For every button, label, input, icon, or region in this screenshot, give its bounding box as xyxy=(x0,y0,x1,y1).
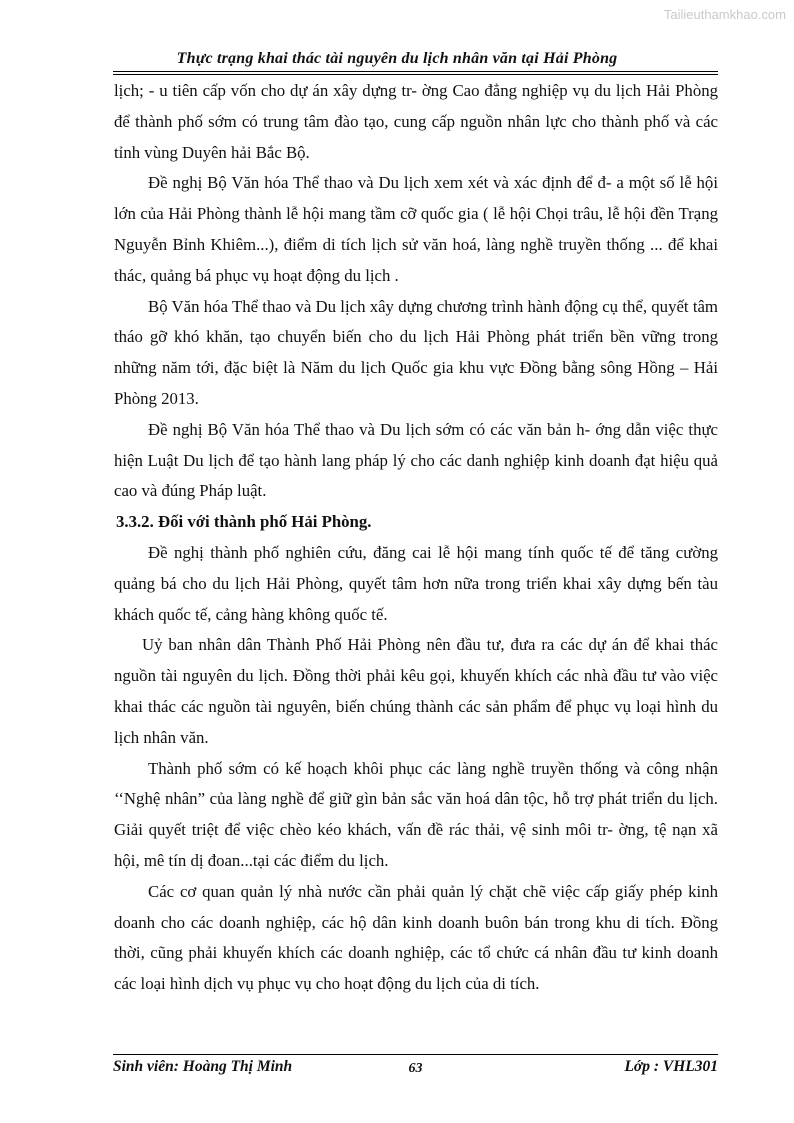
footer-class: Lớp : VHL301 xyxy=(624,1058,718,1075)
paragraph-6: Uỷ ban nhân dân Thành Phố Hải Phòng nên đầu tư, đưa ra các dự án để khai thác nguồn tài nguyên du lịch. Đồng thời phải kêu gọi, khuyến khích các nhà đầu tư vào việc khai thác các nguồn tài nguyên, biến chúng thành các sản phẩm để phục vụ loại hình du lịch nhân văn. xyxy=(114,635,718,747)
page-header-title: Thực trạng khai thác tài nguyên du lịch nhân văn tại Hải Phòng xyxy=(176,50,618,67)
paragraph-5: Đề nghị thành phố nghiên cứu, đăng cai lễ hội mang tính quốc tế để tăng cường quảng bá cho du lịch Hải Phòng, quyết tâm hơn nữa trong triển khai xây dựng bến tàu khách quốc tế, cảng hàng không quốc tế. xyxy=(114,542,718,624)
footer-rule xyxy=(113,1054,718,1055)
header-rule-thin xyxy=(113,74,718,75)
page-footer xyxy=(113,1058,718,1080)
section-heading-3-3-2: 3.3.2. Đối với thành phố Hải Phòng. xyxy=(116,512,372,532)
document-body xyxy=(114,76,718,1000)
footer-page-number: 63 xyxy=(408,1061,423,1076)
paragraph-7: Thành phố sớm có kế hoạch khôi phục các làng nghề truyền thống và công nhận ‘‘Nghệ nhân” của làng nghề để giữ gìn bản sắc văn hoá dân tộc, hỗ trợ phát triển du lịch. Giải quyết triệt để việc chèo kéo khách, vấn đề rác thải, vệ sinh môi tr- ờng, tệ nạn xã hội, mê tín dị đoan...tại các điểm du lịch. xyxy=(114,758,718,870)
paragraph-4: Đề nghị Bộ Văn hóa Thể thao và Du lịch sớm có các văn bản h- ớng dẫn việc thực hiện Luật Du lịch để tạo hành lang pháp lý cho các danh nghiệp kinh doanh đạt hiệu quả cao và đúng Pháp luật. xyxy=(114,419,718,501)
paragraph-8: Các cơ quan quản lý nhà nước cần phải quản lý chặt chẽ việc cấp giấy phép kinh doanh cho các doanh nghiệp, các hộ dân kinh doanh buôn bán trong khu di tích. Đồng thời, cũng phải khuyến khích các doanh nghiệp, các tổ chức cá nhân đầu tư kinh doanh các loại hình dịch vụ phục vụ cho hoạt động du lịch của di tích. xyxy=(114,881,718,994)
watermark-text: Tailieuthamkhao.com xyxy=(663,7,786,22)
paragraph-1: lịch; - u tiên cấp vốn cho dự án xây dựng tr- ờng Cao đẳng nghiệp vụ du lịch Hải Phòng để thành phố sớm có trung tâm đào tạo, cung cấp nguồn nhân lực cho thành phố và các tỉnh vùng Duyên hải Bắc Bộ. xyxy=(114,81,718,162)
header-rule-thick xyxy=(113,71,718,72)
paragraph-2: Đề nghị Bộ Văn hóa Thể thao và Du lịch xem xét và xác định để đ- a một số lễ hội lớn của Hải Phòng thành lễ hội mang tầm cỡ quốc gia ( lễ hội Chọi trâu, lễ hội đền Trạng Nguyễn Bỉnh Khiêm...), điểm di tích lịch sử văn hoá, làng nghề truyền thống ... để khai thác, quảng bá phục vụ hoạt động du lịch . xyxy=(114,173,718,285)
paragraph-3: Bộ Văn hóa Thể thao và Du lịch xây dựng chương trình hành động cụ thể, quyết tâm tháo gỡ khó khăn, tạo chuyển biến cho du lịch Hải Phòng phát triển bền vững trong những năm tới, đặc biệt là Năm du lịch Quốc gia khu vực Đồng bằng sông Hồng – Hải Phòng 2013. xyxy=(114,296,718,408)
footer-student-name: Sinh viên: Hoàng Thị Minh xyxy=(113,1058,293,1075)
